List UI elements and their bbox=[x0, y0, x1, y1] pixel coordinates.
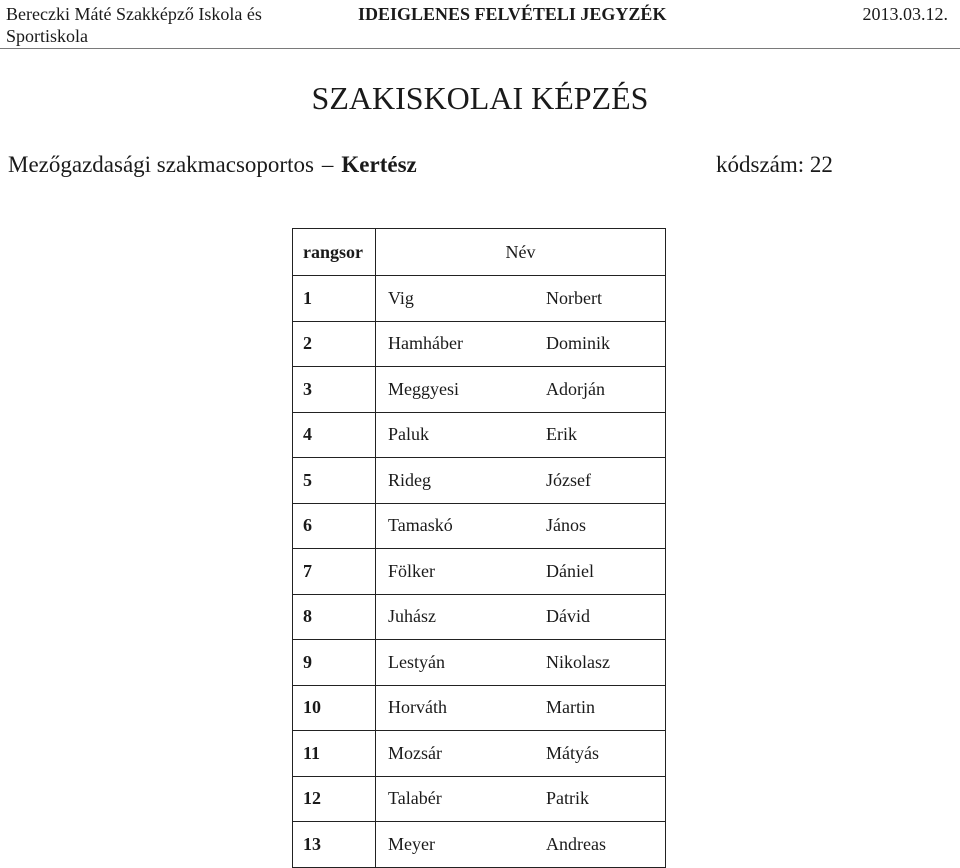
name-cell bbox=[376, 503, 666, 549]
rank-cell: 1 bbox=[293, 276, 376, 322]
last-name: Mozsár bbox=[388, 742, 442, 763]
name-cell bbox=[376, 412, 666, 458]
program-line bbox=[8, 150, 417, 180]
name-column-header: Név bbox=[376, 229, 666, 276]
name-cell bbox=[376, 367, 666, 413]
first-name: Dominik bbox=[546, 333, 611, 354]
last-name: Fölker bbox=[388, 560, 435, 581]
first-name: János bbox=[546, 515, 586, 536]
name-cell bbox=[376, 822, 666, 868]
rank-cell: 5 bbox=[293, 458, 376, 504]
name-cell bbox=[376, 594, 666, 640]
last-name: Horváth bbox=[388, 697, 447, 718]
last-name: Meyer bbox=[388, 833, 435, 854]
name-cell bbox=[376, 685, 666, 731]
table-row bbox=[293, 822, 666, 868]
first-name: Erik bbox=[546, 424, 577, 445]
name-cell bbox=[376, 731, 666, 777]
page-title: SZAKISKOLAI KÉPZÉS bbox=[311, 80, 649, 116]
document-title: IDEIGLENES FELVÉTELI JEGYZÉK bbox=[358, 4, 667, 24]
table-row bbox=[293, 776, 666, 822]
first-name: József bbox=[546, 469, 591, 490]
last-name: Meggyesi bbox=[388, 378, 459, 399]
rank-cell: 8 bbox=[293, 594, 376, 640]
table-row bbox=[293, 685, 666, 731]
rank-cell: 6 bbox=[293, 503, 376, 549]
document-date: 2013.03.12. bbox=[862, 4, 948, 24]
name-cell bbox=[376, 776, 666, 822]
first-name: Norbert bbox=[546, 287, 602, 308]
first-name: Andreas bbox=[546, 833, 606, 854]
first-name: Patrik bbox=[546, 788, 589, 809]
last-name: Paluk bbox=[388, 424, 430, 445]
name-cell bbox=[376, 640, 666, 686]
rank-cell: 11 bbox=[293, 731, 376, 777]
table-row bbox=[293, 276, 666, 322]
program-group: Mezőgazdasági szakmacsoportos bbox=[8, 152, 314, 177]
rank-cell: 2 bbox=[293, 321, 376, 367]
program-dash: – bbox=[321, 152, 334, 177]
last-name: Juhász bbox=[388, 606, 436, 627]
table-header-row bbox=[293, 229, 666, 276]
table-row bbox=[293, 594, 666, 640]
program-specialty: Kertész bbox=[341, 152, 417, 177]
last-name: Rideg bbox=[388, 469, 431, 490]
first-name: Adorján bbox=[546, 378, 605, 399]
name-cell bbox=[376, 321, 666, 367]
rank-cell: 9 bbox=[293, 640, 376, 686]
name-cell bbox=[376, 458, 666, 504]
rank-cell: 12 bbox=[293, 776, 376, 822]
first-name: Dávid bbox=[546, 606, 590, 627]
table-row bbox=[293, 731, 666, 777]
first-name: Mátyás bbox=[546, 742, 599, 763]
table-row bbox=[293, 640, 666, 686]
table-row bbox=[293, 412, 666, 458]
last-name: Vig bbox=[388, 287, 414, 308]
table-row bbox=[293, 367, 666, 413]
rank-cell: 10 bbox=[293, 685, 376, 731]
first-name: Dániel bbox=[546, 560, 594, 581]
rank-cell: 7 bbox=[293, 549, 376, 595]
table-row bbox=[293, 321, 666, 367]
rank-cell: 4 bbox=[293, 412, 376, 458]
school-name: Bereczki Máté Szakképző Iskola és Sportiskola bbox=[6, 4, 262, 46]
table-row bbox=[293, 549, 666, 595]
table-body bbox=[293, 276, 666, 868]
rank-cell: 3 bbox=[293, 367, 376, 413]
rank-column-header: rangsor bbox=[293, 229, 376, 276]
last-name: Talabér bbox=[388, 788, 442, 809]
table-row bbox=[293, 458, 666, 504]
rank-cell: 13 bbox=[293, 822, 376, 868]
name-cell bbox=[376, 276, 666, 322]
first-name: Martin bbox=[546, 697, 595, 718]
ranking-table bbox=[292, 228, 666, 868]
last-name: Hamháber bbox=[388, 333, 463, 354]
table-row bbox=[293, 503, 666, 549]
name-cell bbox=[376, 549, 666, 595]
page-header bbox=[0, 0, 960, 49]
first-name: Nikolasz bbox=[546, 651, 610, 672]
last-name: Lestyán bbox=[388, 651, 445, 672]
program-code: kódszám: 22 bbox=[716, 152, 833, 177]
last-name: Tamaskó bbox=[388, 515, 453, 536]
